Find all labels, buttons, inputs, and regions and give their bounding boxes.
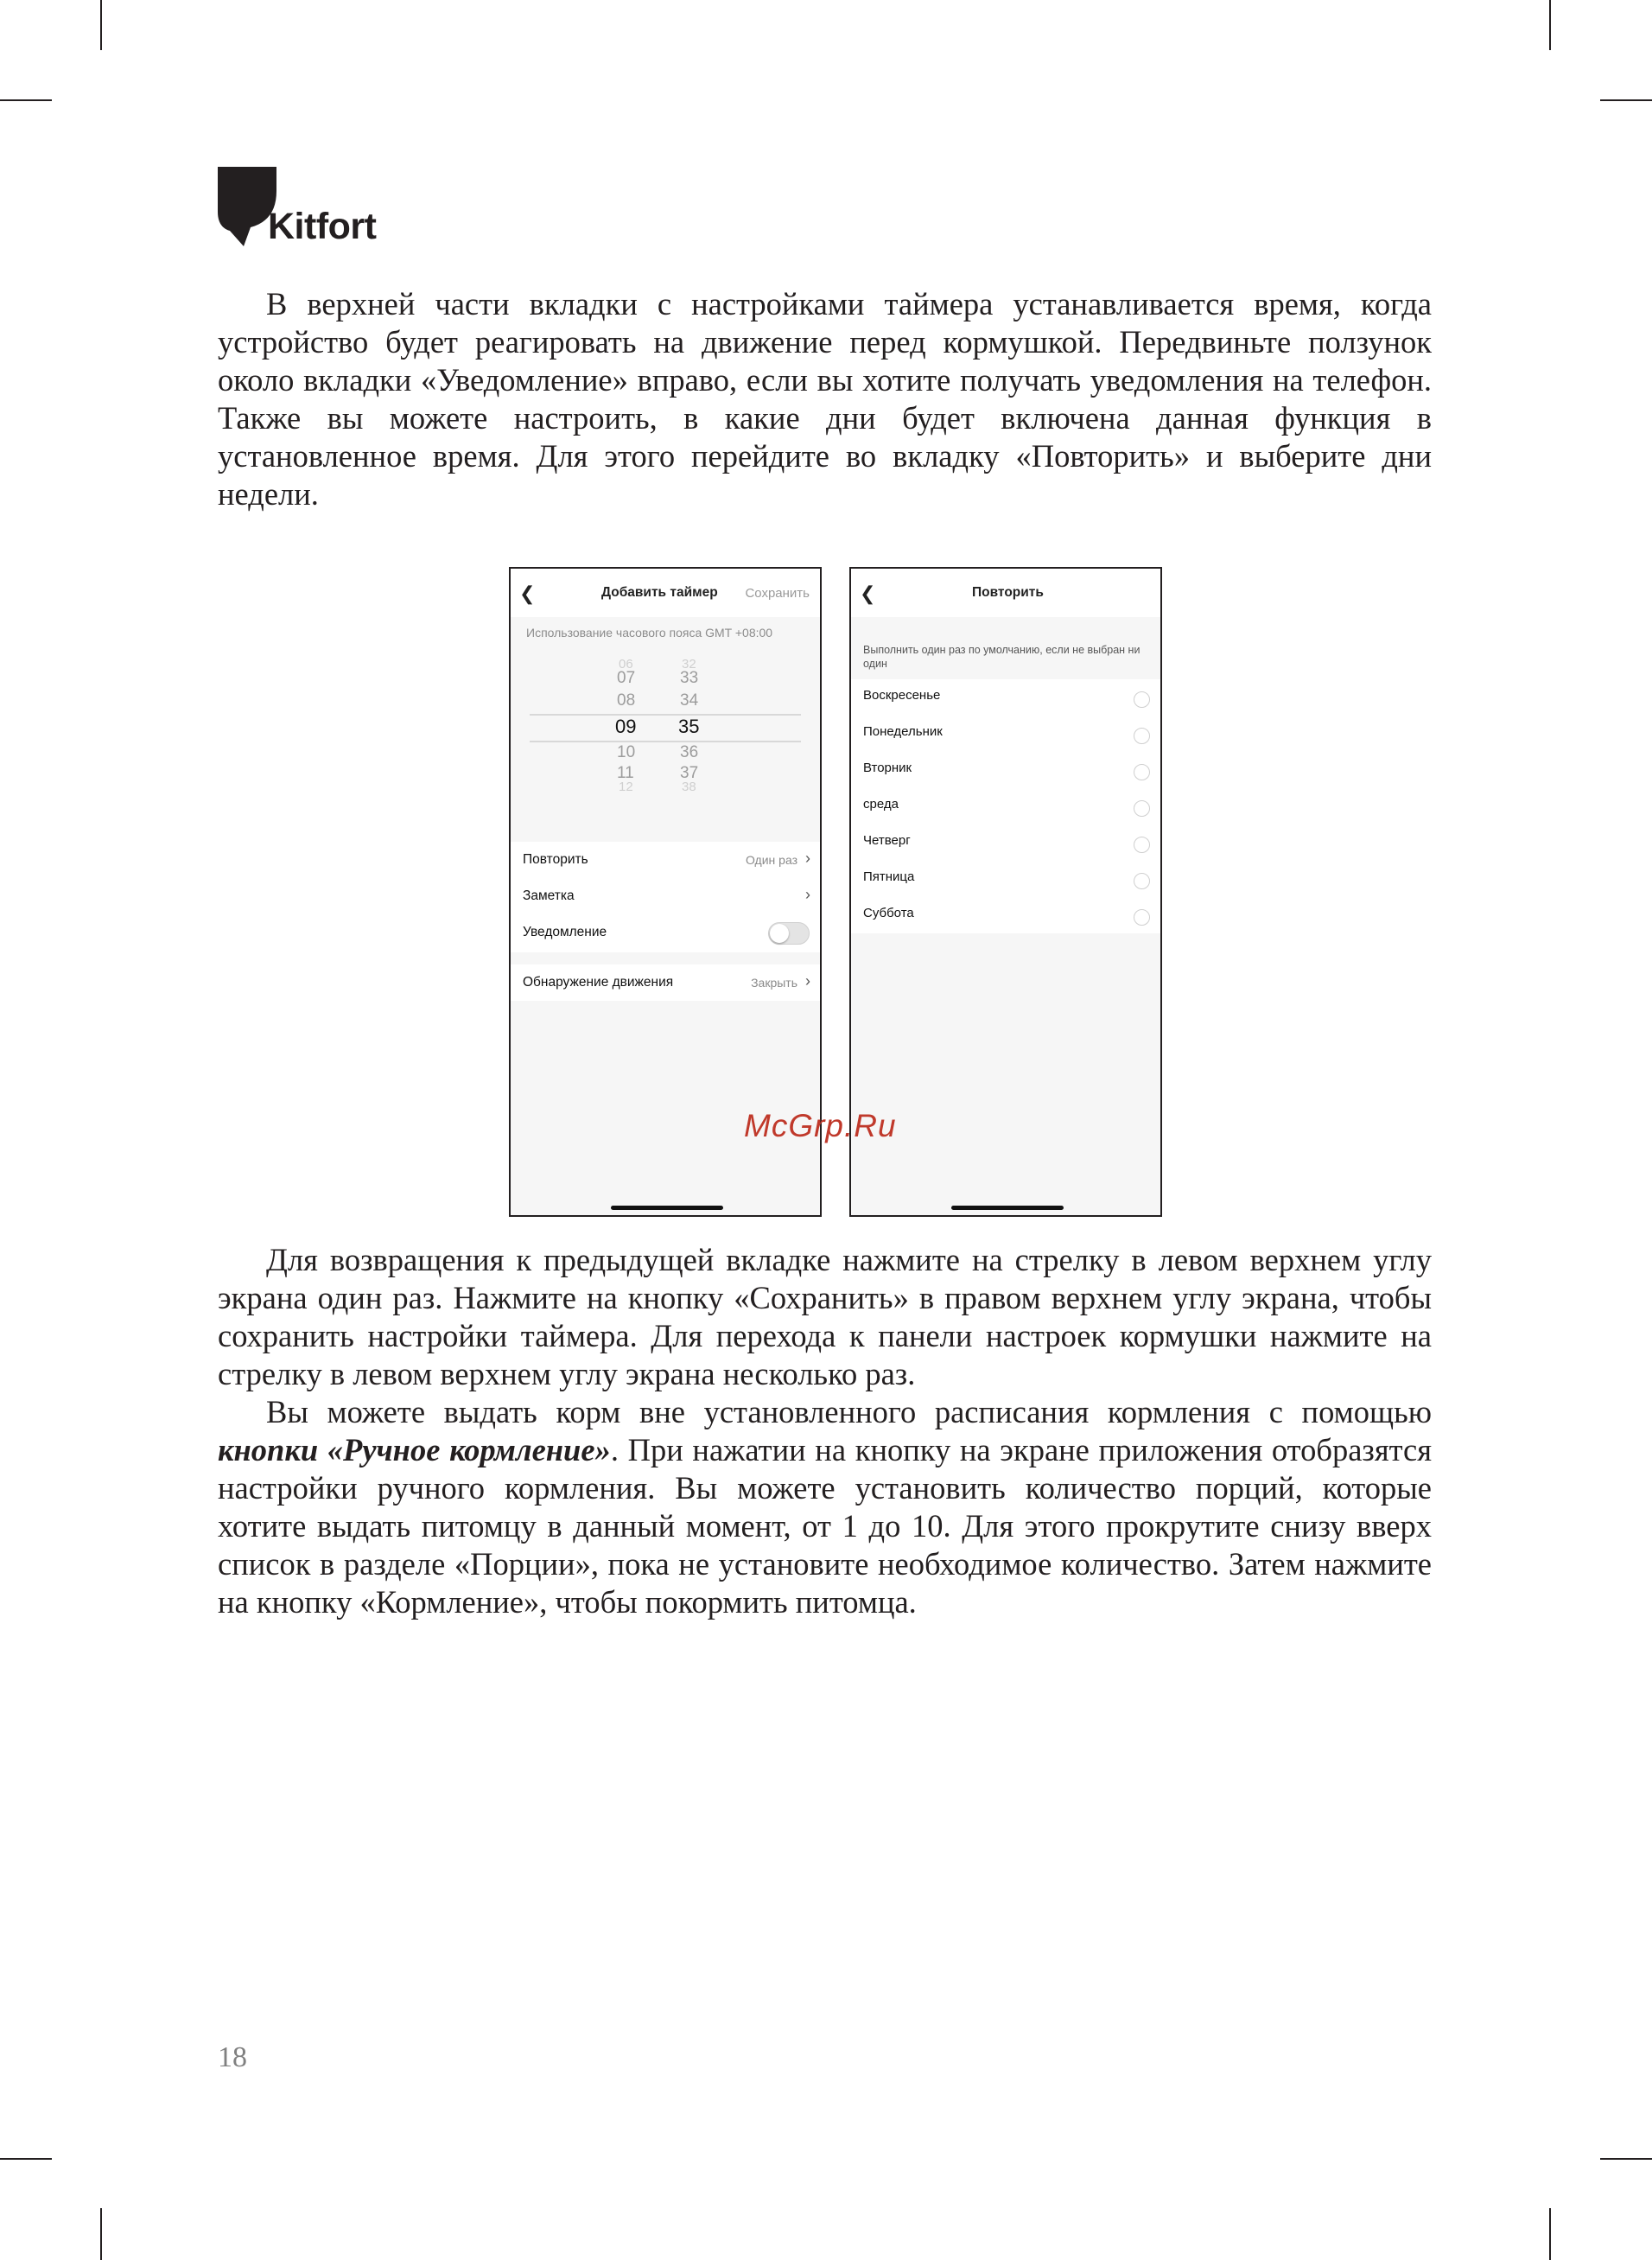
crop-mark bbox=[1600, 2158, 1652, 2160]
hour-option: 12 bbox=[619, 780, 633, 794]
day-radio[interactable] bbox=[1134, 873, 1150, 889]
minute-option: 36 bbox=[680, 743, 699, 761]
crop-mark bbox=[1549, 0, 1551, 50]
minute-option: 34 bbox=[680, 691, 699, 710]
manual-feeding-paragraph bbox=[218, 1393, 1432, 1621]
timezone-note: Использование часового пояса GMT +08:00 bbox=[526, 626, 773, 640]
hour-option: 10 bbox=[617, 743, 636, 761]
day-radio[interactable] bbox=[1134, 909, 1150, 926]
picker-divider bbox=[530, 714, 801, 716]
back-instructions-paragraph: Для возвращения к предыдущей вкладке нажмите на стрелку в левом верхнем углу экрана один раз. Нажмите на кнопку «Сохранить» в правом верхнем углу экрана, чтобы сохранить настройки таймера. Для перехода к панели настроек кормушки нажмите на стрелку в левом верхнем углу экрана несколько раз. bbox=[218, 1242, 1432, 1391]
page-number: 18 bbox=[218, 2041, 247, 2073]
manual-feeding-suffix: . При нажатии на кнопку на экране приложения отобразятся настройки ручного кормления. Вы можете установить количество порций, которые хотите выдать питомцу в данный момент, от 1 до 10. Для этого прокрутите снизу вверх список в разделе «Порции», пока не установите необходимое количество. Затем нажмите на кнопку «Кормление», чтобы покормить питомца. bbox=[218, 1432, 1432, 1620]
notification-label: Уведомление bbox=[523, 925, 607, 939]
watermark: McGrp.Ru bbox=[744, 1108, 897, 1143]
hour-option: 08 bbox=[617, 691, 636, 710]
day-radio[interactable] bbox=[1134, 800, 1150, 817]
crop-mark bbox=[1549, 2208, 1551, 2260]
toggle-knob bbox=[770, 924, 789, 943]
hour-option: 11 bbox=[617, 764, 634, 782]
notification-row bbox=[511, 914, 820, 951]
home-indicator bbox=[611, 1206, 723, 1210]
motion-options bbox=[511, 964, 820, 1001]
notification-toggle[interactable] bbox=[768, 922, 810, 945]
crop-mark bbox=[100, 2208, 102, 2260]
day-label: среда bbox=[863, 797, 899, 812]
note-row[interactable] bbox=[511, 878, 820, 914]
hour-option: 06 bbox=[619, 657, 633, 672]
day-option-friday[interactable] bbox=[851, 861, 1160, 897]
manual-feeding-emphasis: кнопки «Ручное кормление» bbox=[218, 1432, 611, 1467]
back-arrow-icon[interactable]: ❮ bbox=[519, 583, 536, 604]
minute-option: 33 bbox=[680, 669, 699, 687]
repeat-label: Повторить bbox=[523, 852, 588, 867]
repeat-value: Один раз bbox=[745, 853, 797, 867]
day-option-monday[interactable] bbox=[851, 716, 1160, 752]
day-label: Воскресенье bbox=[863, 688, 941, 703]
minute-option: 32 bbox=[682, 657, 696, 672]
crop-mark bbox=[0, 2158, 52, 2160]
hour-option: 07 bbox=[617, 669, 636, 687]
timer-title: Добавить таймер bbox=[601, 585, 718, 600]
day-label: Суббота bbox=[863, 906, 914, 920]
repeat-row[interactable] bbox=[511, 842, 820, 878]
motion-detection-row[interactable] bbox=[511, 964, 820, 1001]
repeat-header bbox=[851, 569, 1160, 617]
intro-paragraph: В верхней части вкладки с настройками таймера устанавливается время, когда устройство будет реагировать на движение перед кормушкой. Передвиньте ползунок около вкладки «Уведомление» вправо, если вы хотите получать уведомления на телефон. Также вы можете настроить, в какие дни будет включена данная функция в установленное время. Для этого перейдите во вкладку «Повторить» и выберите дни недели. bbox=[218, 286, 1432, 512]
crop-mark bbox=[100, 0, 102, 50]
day-label: Вторник bbox=[863, 761, 912, 775]
time-picker[interactable] bbox=[511, 659, 820, 807]
chevron-right-icon: › bbox=[805, 886, 810, 903]
timer-header bbox=[511, 569, 820, 617]
back-arrow-icon[interactable]: ❮ bbox=[860, 583, 876, 604]
minute-option: 37 bbox=[680, 764, 699, 782]
day-radio[interactable] bbox=[1134, 764, 1150, 780]
save-button[interactable]: Сохранить bbox=[745, 586, 810, 601]
note-label: Заметка bbox=[523, 888, 575, 903]
day-option-tuesday[interactable] bbox=[851, 752, 1160, 788]
selected-minute: 35 bbox=[678, 716, 700, 737]
selected-hour: 09 bbox=[615, 716, 637, 737]
day-radio[interactable] bbox=[1134, 728, 1150, 744]
brand-name: Kitfort bbox=[268, 206, 377, 247]
chevron-right-icon: › bbox=[805, 850, 810, 867]
kitfort-logo bbox=[218, 167, 391, 253]
crop-mark bbox=[0, 99, 52, 101]
repeat-title: Повторить bbox=[972, 585, 1044, 600]
home-indicator bbox=[951, 1206, 1064, 1210]
picker-divider bbox=[530, 741, 801, 742]
timer-options bbox=[511, 842, 820, 952]
repeat-hint: Выполнить один раз по умолчанию, если не выбран ни один bbox=[863, 644, 1141, 670]
day-radio[interactable] bbox=[1134, 837, 1150, 853]
chevron-right-icon: › bbox=[805, 972, 810, 990]
day-label: Понедельник bbox=[863, 724, 943, 739]
day-option-sunday[interactable] bbox=[851, 679, 1160, 716]
day-radio[interactable] bbox=[1134, 691, 1150, 708]
day-option-saturday[interactable] bbox=[851, 897, 1160, 933]
manual-feeding-prefix: Вы можете выдать корм вне установленного расписания кормления с помощью bbox=[266, 1394, 1432, 1429]
motion-value: Закрыть bbox=[751, 976, 797, 990]
crop-mark bbox=[1600, 99, 1652, 101]
day-label: Пятница bbox=[863, 869, 915, 884]
minute-option: 38 bbox=[682, 780, 696, 794]
motion-label: Обнаружение движения bbox=[523, 975, 674, 990]
day-option-thursday[interactable] bbox=[851, 824, 1160, 861]
day-label: Четверг bbox=[863, 833, 911, 848]
day-option-wednesday[interactable] bbox=[851, 788, 1160, 824]
